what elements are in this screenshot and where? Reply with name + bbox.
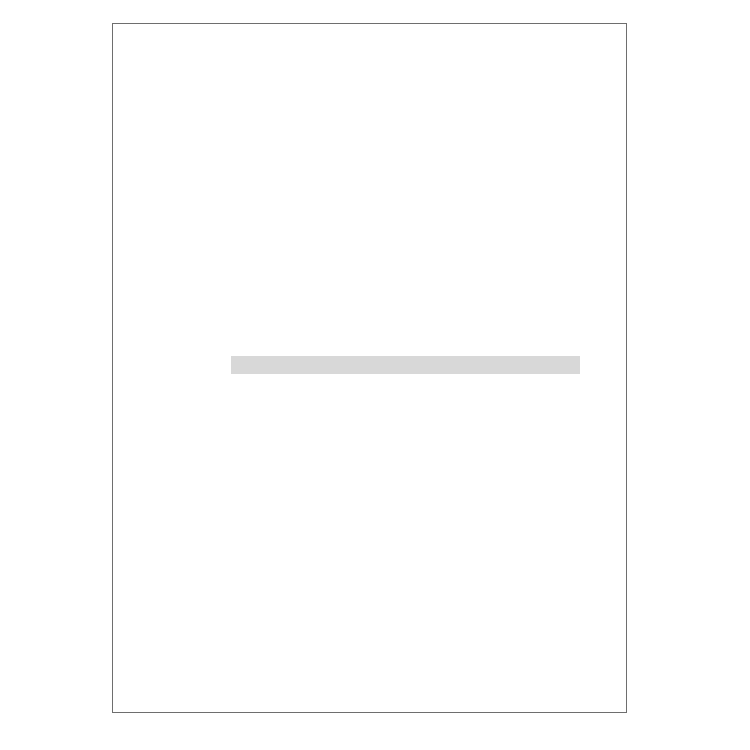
footer-rule bbox=[112, 712, 627, 713]
chapter-heading-bar bbox=[231, 356, 580, 374]
